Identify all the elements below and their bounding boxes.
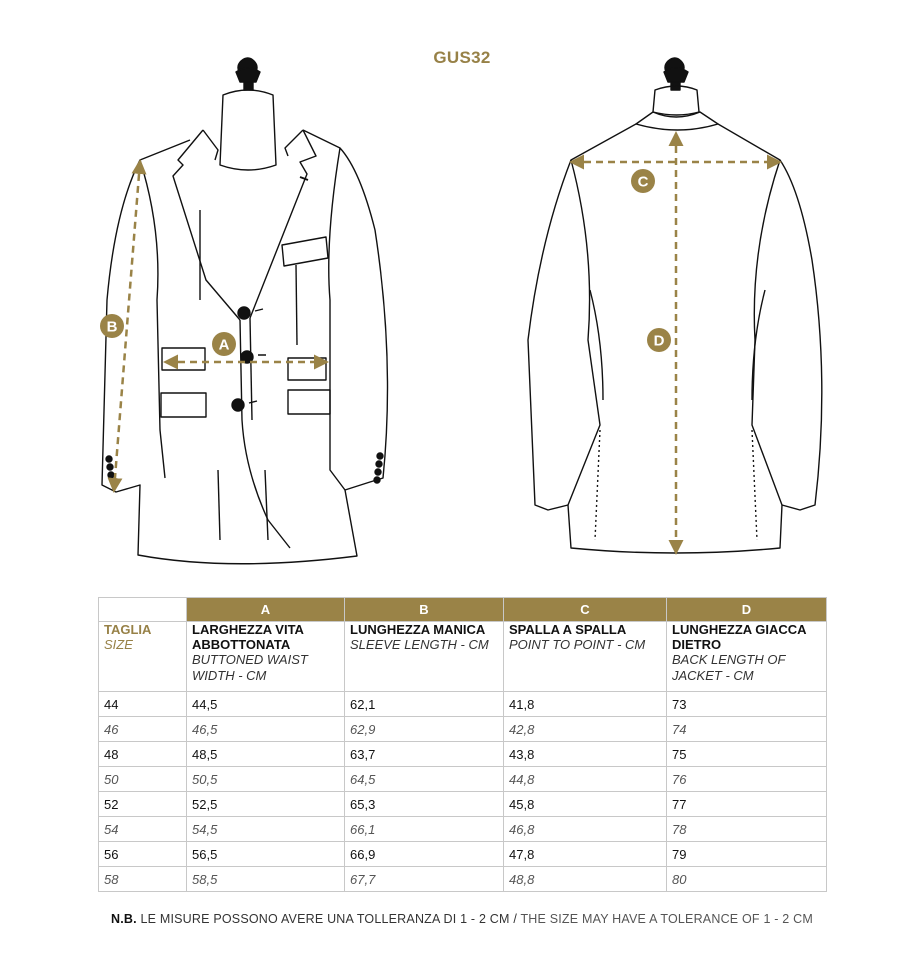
size-chart-table — [98, 597, 827, 892]
size-label-en: SIZE — [104, 637, 133, 652]
header-d-it: LUNGHEZZA GIACCA DIETRO — [672, 622, 807, 652]
value-b-cell: 66,1 — [345, 817, 504, 842]
header-d-en: BACK LENGTH OF JACKET - CM — [672, 652, 786, 683]
col-letter-b: B — [345, 598, 504, 622]
measure-lines-back — [572, 134, 779, 552]
table-row — [99, 767, 827, 792]
table-row — [99, 842, 827, 867]
header-a-en: BUTTONED WAIST WIDTH - CM — [192, 652, 308, 683]
value-d-cell: 77 — [667, 792, 827, 817]
value-a-cell: 52,5 — [187, 792, 345, 817]
value-d-cell: 78 — [667, 817, 827, 842]
badge-d — [647, 328, 671, 352]
measure-lines-front — [114, 162, 326, 490]
size-cell: 52 — [99, 792, 187, 817]
value-c-cell: 48,8 — [504, 867, 667, 892]
tolerance-note — [0, 912, 924, 926]
value-d-cell: 75 — [667, 742, 827, 767]
table-row — [99, 792, 827, 817]
value-a-cell: 48,5 — [187, 742, 345, 767]
value-a-cell: 54,5 — [187, 817, 345, 842]
value-c-cell: 43,8 — [504, 742, 667, 767]
value-b-cell: 62,1 — [345, 692, 504, 717]
size-cell: 56 — [99, 842, 187, 867]
value-b-cell: 63,7 — [345, 742, 504, 767]
header-c-it: SPALLA A SPALLA — [509, 622, 627, 637]
size-cell: 58 — [99, 867, 187, 892]
value-b-cell: 62,9 — [345, 717, 504, 742]
table-row — [99, 692, 827, 717]
badge-a — [212, 332, 236, 356]
table-row — [99, 717, 827, 742]
size-cell: 54 — [99, 817, 187, 842]
header-b-it: LUNGHEZZA MANICA — [350, 622, 486, 637]
value-d-cell: 74 — [667, 717, 827, 742]
value-b-cell: 64,5 — [345, 767, 504, 792]
table-row — [99, 817, 827, 842]
header-cell-c — [504, 622, 667, 692]
badge-c-label: C — [637, 173, 649, 191]
value-b-cell: 65,3 — [345, 792, 504, 817]
value-c-cell: 42,8 — [504, 717, 667, 742]
table-row — [99, 742, 827, 767]
note-separator: / — [509, 912, 521, 926]
value-c-cell: 47,8 — [504, 842, 667, 867]
badge-b — [100, 314, 124, 338]
value-c-cell: 46,8 — [504, 817, 667, 842]
value-c-cell: 45,8 — [504, 792, 667, 817]
badge-d-label: D — [653, 332, 665, 350]
col-letter-c: C — [504, 598, 667, 622]
value-d-cell: 73 — [667, 692, 827, 717]
badge-c — [631, 169, 655, 193]
empty-corner-cell — [99, 598, 187, 622]
value-c-cell: 44,8 — [504, 767, 667, 792]
note-it: LE MISURE POSSONO AVERE UNA TOLLERANZA DI 1 - 2 CM — [136, 912, 510, 926]
badge-b-label: B — [106, 318, 118, 336]
header-cell-a — [187, 622, 345, 692]
note-en: THE SIZE MAY HAVE A TOLERANCE OF 1 - 2 CM — [520, 912, 813, 926]
value-c-cell: 41,8 — [504, 692, 667, 717]
header-cell-d — [667, 622, 827, 692]
size-cell: 48 — [99, 742, 187, 767]
size-label-it: TAGLIA — [104, 622, 152, 637]
header-c-en: POINT TO POINT - CM — [509, 637, 646, 652]
col-letter-d: D — [667, 598, 827, 622]
value-b-cell: 66,9 — [345, 842, 504, 867]
note-prefix: N.B. — [111, 912, 137, 926]
size-cell: 46 — [99, 717, 187, 742]
header-a-it: LARGHEZZA VITA ABBOTTONATA — [192, 622, 304, 652]
value-d-cell: 76 — [667, 767, 827, 792]
value-b-cell: 67,7 — [345, 867, 504, 892]
product-code-title: GUS32 — [433, 48, 491, 67]
size-header-cell — [99, 622, 187, 692]
badge-a-label: A — [218, 336, 230, 354]
front-jacket-drawing — [102, 58, 388, 564]
header-cell-b — [345, 622, 504, 692]
table-row — [99, 867, 827, 892]
value-a-cell: 56,5 — [187, 842, 345, 867]
size-cell: 50 — [99, 767, 187, 792]
value-a-cell: 50,5 — [187, 767, 345, 792]
size-cell: 44 — [99, 692, 187, 717]
col-letter-a: A — [187, 598, 345, 622]
header-b-en: SLEEVE LENGTH - CM — [350, 637, 489, 652]
value-d-cell: 79 — [667, 842, 827, 867]
column-header-row — [99, 622, 827, 692]
value-d-cell: 80 — [667, 867, 827, 892]
value-a-cell: 58,5 — [187, 867, 345, 892]
value-a-cell: 44,5 — [187, 692, 345, 717]
value-a-cell: 46,5 — [187, 717, 345, 742]
column-letter-row — [99, 598, 827, 622]
